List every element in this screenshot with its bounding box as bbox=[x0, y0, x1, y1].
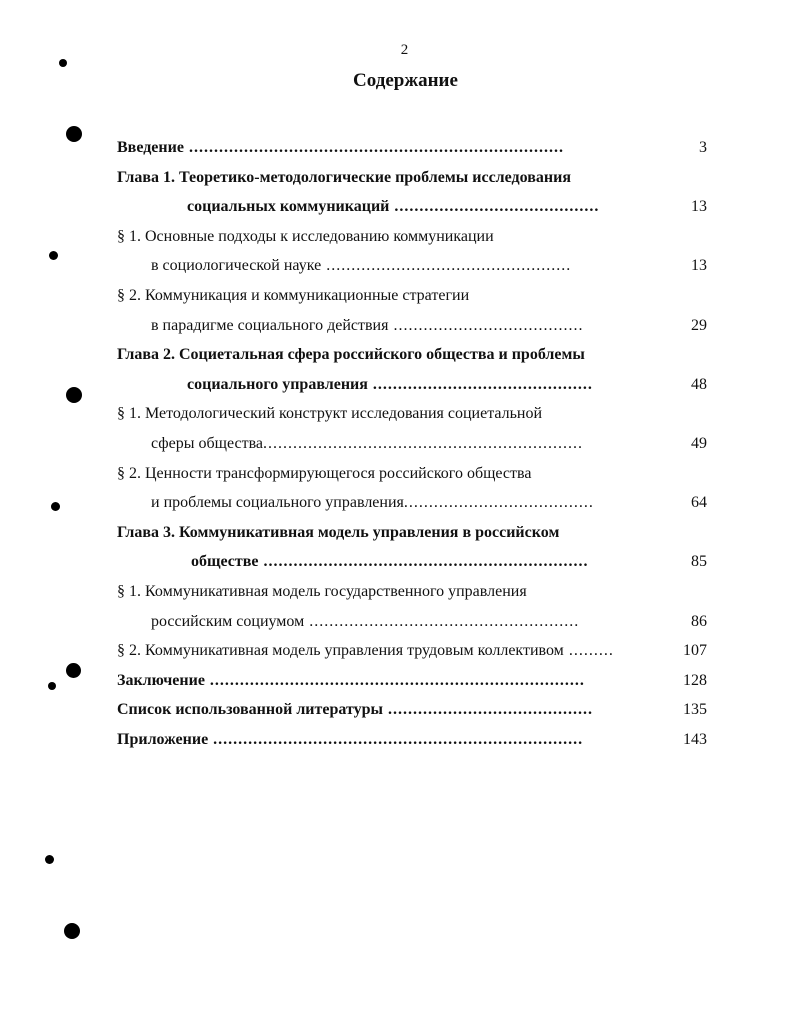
punch-hole-mark bbox=[66, 387, 82, 403]
punch-hole-mark bbox=[48, 682, 56, 690]
punch-hole-mark bbox=[64, 923, 80, 939]
toc-entry bbox=[117, 729, 707, 759]
toc-page-number: 107 bbox=[683, 642, 707, 660]
toc-entry-title bbox=[117, 581, 527, 603]
toc-entry-title bbox=[117, 670, 585, 692]
toc-page-number: 3 bbox=[699, 139, 707, 156]
toc-entry bbox=[117, 522, 707, 552]
toc-leader-dots: ................................................................ bbox=[263, 434, 584, 452]
toc-entry bbox=[117, 670, 707, 700]
toc-entry-label: § 2. Коммуникативная модель управления трудовым коллективом bbox=[117, 642, 564, 660]
punch-hole-mark bbox=[51, 502, 60, 511]
toc-page-number: 85 bbox=[691, 553, 707, 571]
toc-entry-label: в парадигме социального действия bbox=[151, 316, 389, 334]
punch-hole-mark bbox=[59, 59, 67, 67]
toc-leader-dots: ................................................................. bbox=[258, 553, 589, 571]
toc-entry-label: Глава 3. Коммуникативная модель управления в российском bbox=[117, 523, 560, 541]
toc-entry-label: и проблемы социального управления bbox=[151, 494, 404, 512]
toc-entry-label: § 2. Коммуникация и коммуникационные стратегии bbox=[117, 286, 470, 304]
toc-leader-dots: ...................................................... bbox=[304, 612, 580, 630]
toc-page-number: 128 bbox=[683, 671, 707, 689]
toc-entry-label: российским социумом bbox=[151, 612, 305, 630]
toc-page-number: 29 bbox=[691, 316, 707, 334]
toc-leader-dots: ............................................ bbox=[367, 375, 593, 393]
toc-entry bbox=[117, 167, 707, 197]
toc-leader-dots: ...................................... bbox=[388, 316, 584, 334]
toc-entry-label: § 1. Коммуникативная модель государственного управления bbox=[117, 582, 527, 600]
toc-page-number: 135 bbox=[683, 701, 707, 719]
toc-entry-label: Приложение bbox=[117, 730, 209, 748]
toc-entry bbox=[117, 137, 707, 167]
toc-entry-label: Глава 1. Теоретико-методологические проблемы исследования bbox=[117, 168, 571, 186]
toc-entry-title bbox=[117, 729, 583, 751]
toc-entry-title bbox=[117, 403, 542, 425]
toc-entry-title bbox=[191, 551, 589, 573]
page-number: 2 bbox=[400, 42, 409, 58]
toc-entry-title bbox=[117, 640, 614, 662]
toc-leader-dots: ...................................... bbox=[403, 494, 594, 512]
toc-entry bbox=[117, 433, 707, 463]
toc-entry bbox=[117, 492, 707, 522]
toc-entry-title bbox=[117, 699, 593, 721]
toc-page-number: 13 bbox=[691, 198, 707, 216]
toc-entry bbox=[117, 315, 707, 345]
toc-entry-title bbox=[187, 374, 593, 396]
toc-entry-label: § 1. Методологический конструкт исследования социетальной bbox=[117, 405, 543, 423]
toc-entry-title bbox=[187, 196, 599, 218]
toc-entry-label: социального управления bbox=[187, 375, 368, 393]
toc-entry-title bbox=[117, 285, 469, 307]
toc-entry-label: обществе bbox=[191, 553, 259, 571]
toc-entry-title bbox=[151, 433, 583, 455]
punch-hole-mark bbox=[66, 126, 82, 142]
toc-entry-label: в социологической науке bbox=[151, 257, 322, 275]
toc-leader-dots: ................................................. bbox=[321, 257, 572, 275]
toc-leader-dots: ......... bbox=[563, 642, 614, 660]
toc-entry-title bbox=[117, 137, 564, 159]
toc-entry-label: Список использованной литературы bbox=[117, 701, 383, 719]
toc-leader-dots: .......................................................................... bbox=[208, 730, 584, 748]
toc-entry-title bbox=[117, 463, 531, 485]
toc-page-number: 49 bbox=[691, 434, 707, 452]
toc-entry-title bbox=[117, 226, 494, 248]
toc-page-number: 64 bbox=[691, 494, 707, 512]
toc-entry-label: § 2. Ценности трансформирующегося российского общества bbox=[117, 464, 532, 482]
toc-entry bbox=[117, 463, 707, 493]
toc-entry bbox=[117, 344, 707, 374]
toc-entry-title bbox=[151, 611, 579, 633]
toc-entry bbox=[117, 611, 707, 641]
toc-entry-title bbox=[151, 315, 583, 337]
punch-hole-mark bbox=[66, 663, 81, 678]
toc-page-number: 48 bbox=[691, 375, 707, 393]
toc-entry bbox=[117, 581, 707, 611]
toc-entry-title bbox=[117, 167, 571, 189]
toc-entry-label: § 1. Основные подходы к исследованию коммуникации bbox=[117, 227, 494, 245]
toc-entry-title bbox=[151, 255, 571, 277]
punch-hole-mark bbox=[49, 251, 58, 260]
toc-leader-dots: ......................................... bbox=[383, 701, 593, 719]
toc-entry bbox=[117, 699, 707, 729]
toc-entry bbox=[117, 374, 707, 404]
toc-entry-label: сферы общества bbox=[151, 434, 264, 452]
toc-page-number: 143 bbox=[683, 730, 707, 748]
toc-entry-title bbox=[117, 344, 585, 366]
toc-page-number: 86 bbox=[691, 612, 707, 630]
toc-leader-dots: ......................................... bbox=[389, 198, 600, 216]
toc-entry bbox=[117, 226, 707, 256]
toc-entry bbox=[117, 196, 707, 226]
toc-entry-label: Введение bbox=[117, 139, 184, 156]
toc-entry-label: Глава 2. Социетальная сфера российского общества и проблемы bbox=[117, 346, 585, 364]
toc-entry-title bbox=[117, 522, 559, 544]
toc-entry bbox=[117, 403, 707, 433]
toc-leader-dots: ........................................................................... bbox=[183, 139, 564, 156]
toc-entry bbox=[117, 255, 707, 285]
toc-entry-label: Заключение bbox=[117, 671, 205, 689]
toc-entry bbox=[117, 551, 707, 581]
toc-entry bbox=[117, 285, 707, 315]
table-of-contents bbox=[117, 137, 707, 758]
punch-hole-mark bbox=[45, 855, 54, 864]
toc-leader-dots: ........................................................................... bbox=[204, 671, 585, 689]
toc-entry-label: социальных коммуникаций bbox=[187, 198, 390, 216]
toc-entry-title bbox=[151, 492, 594, 514]
toc-entry bbox=[117, 640, 707, 670]
page-title: Содержание bbox=[353, 70, 458, 91]
toc-page-number: 13 bbox=[691, 257, 707, 275]
